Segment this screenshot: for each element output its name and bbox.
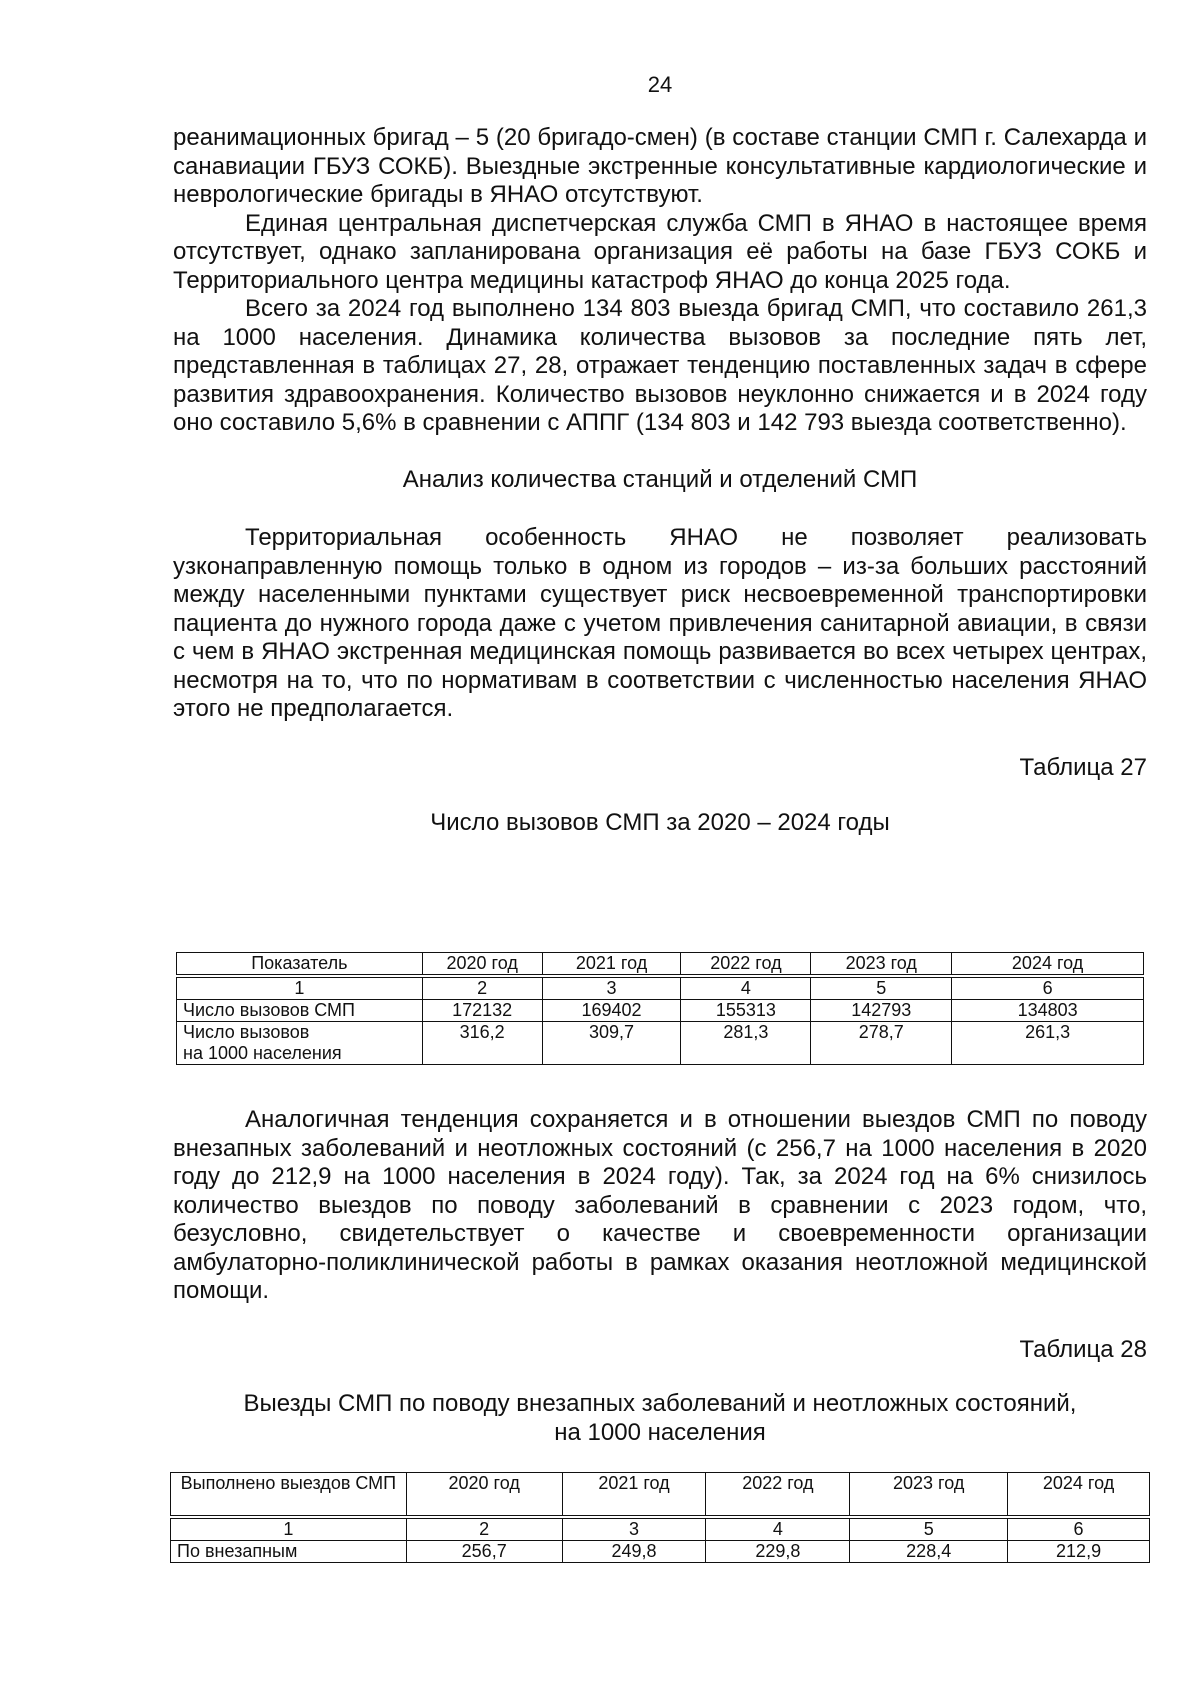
table-cell: 155313 xyxy=(681,1000,811,1022)
table-cell: 228,4 xyxy=(850,1541,1008,1563)
table-cell: 256,7 xyxy=(406,1541,562,1563)
table-cell: 212,9 xyxy=(1008,1541,1150,1563)
table-28-title-line: на 1000 населения xyxy=(554,1418,766,1446)
table-cell: 3 xyxy=(562,1517,706,1541)
table-28-label: Таблица 28 xyxy=(1019,1335,1147,1363)
table-cell: 281,3 xyxy=(681,1022,811,1065)
table-28-title xyxy=(173,1390,1147,1447)
table-cell: 278,7 xyxy=(811,1022,952,1065)
table-cell: 5 xyxy=(850,1517,1008,1541)
table-cell: 6 xyxy=(952,976,1144,1000)
table-header: 2022 год xyxy=(706,1473,850,1518)
table-cell: 172132 xyxy=(422,1000,542,1022)
document-body xyxy=(173,124,1147,838)
table-header: 2020 год xyxy=(422,953,542,977)
table-header: Показатель xyxy=(177,953,423,977)
document-body-lower xyxy=(173,1106,1147,1447)
table-row xyxy=(171,1541,1150,1563)
table-header: Выполнено выездов СМП xyxy=(171,1473,407,1518)
table-header: 2024 год xyxy=(952,953,1144,977)
table-cell: 309,7 xyxy=(542,1022,681,1065)
table-cell: 169402 xyxy=(542,1000,681,1022)
table-cell xyxy=(177,1022,423,1065)
paragraph-2: Единая центральная диспетчерская служба СМП в ЯНАО в настоящее время отсутствует, однако запланирована организация её работы на базе ГБУЗ СОКБ и Территориального центра медицины катастроф ЯНАО до конца 2025 года. xyxy=(173,209,1147,294)
paragraph-5: Аналогичная тенденция сохраняется и в отношении выездов СМП по поводу внезапных заболеваний и неотложных состояний (с 256,7 на 1000 населения в 2020 году до 212,9 на 1000 населения в 2024 году). Так, за 2024 год на 6% снизилось количество выездов по поводу заболеваний в сравнении с 2023 годом, что, безусловно, свидетельствует о качестве и своевременности организации амбулаторно-поликлинической работы в рамках оказания неотложной медицинской помощи. xyxy=(173,1106,1147,1304)
table-cell: 1 xyxy=(171,1517,407,1541)
table-cell: 4 xyxy=(681,976,811,1000)
section-title: Анализ количества станций и отделений СМП xyxy=(402,465,918,493)
page-number: 24 xyxy=(647,72,673,97)
table-cell: 3 xyxy=(542,976,681,1000)
table-cell: 316,2 xyxy=(422,1022,542,1065)
paragraph-3: Всего за 2024 год выполнено 134 803 выезда бригад СМП, что составило 261,3 на 1000 населения. Динамика количества вызовов за последние пять лет, представленная в таблицах 27, 28, отражает тенденцию поставленных задач в сфере развития здравоохранения. Количество вызовов неуклонно снижается и в 2024 году оно составило 5,6% в сравнении с АППГ (134 803 и 142 793 выезда соответственно). xyxy=(173,295,1147,436)
table-cell: По внезапным xyxy=(171,1541,407,1563)
table-27 xyxy=(176,952,1144,1065)
table-27-label: Таблица 27 xyxy=(1019,753,1147,781)
table-cell: Число вызовов СМП xyxy=(177,1000,423,1022)
row-label-line: Число вызовов xyxy=(183,1022,310,1042)
table-cell: 4 xyxy=(706,1517,850,1541)
table-cell: 6 xyxy=(1008,1517,1150,1541)
table-header: 2021 год xyxy=(562,1473,706,1518)
table-cell: 229,8 xyxy=(706,1541,850,1563)
paragraph-1: реанимационных бригад – 5 (20 бригадо-смен) (в составе станции СМП г. Салехарда и санавиации ГБУЗ СОКБ). Выездные экстренные консультативные кардиологические и неврологические бригады в ЯНАО отсутствуют. xyxy=(173,124,1147,208)
table-cell: 261,3 xyxy=(952,1022,1144,1065)
table-28-title-line: Выезды СМП по поводу внезапных заболеваний и неотложных состояний, xyxy=(243,1390,1077,1417)
table-row xyxy=(171,1473,1150,1518)
table-cell: 142793 xyxy=(811,1000,952,1022)
table-cell: 249,8 xyxy=(562,1541,706,1563)
paragraph-4: Территориальная особенность ЯНАО не позволяет реализовать узконаправленную помощь только в одном из городов – из-за больших расстояний между населенными пунктами существует риск несвоевременной транспортировки пациента до нужного города даже с учетом привлечения санитарной авиации, в связи с чем в ЯНАО экстренная медицинская помощь развивается во всех четырех центрах, несмотря на то, что по нормативам в соответствии с численностью населения ЯНАО этого не предполагается. xyxy=(173,524,1147,722)
table-row xyxy=(177,976,1144,1000)
table-row xyxy=(177,953,1144,977)
table-27-title: Число вызовов СМП за 2020 – 2024 годы xyxy=(430,809,890,836)
table-row xyxy=(171,1517,1150,1541)
table-row xyxy=(177,1022,1144,1065)
table-28 xyxy=(170,1472,1150,1563)
row-label-line: на 1000 населения xyxy=(183,1043,342,1063)
table-cell: 2 xyxy=(422,976,542,1000)
table-header: 2022 год xyxy=(681,953,811,977)
table-header: 2021 год xyxy=(542,953,681,977)
table-cell: 134803 xyxy=(952,1000,1144,1022)
table-header: 2020 год xyxy=(406,1473,562,1518)
table-cell: 5 xyxy=(811,976,952,1000)
table-header: 2024 год xyxy=(1008,1473,1150,1518)
table-header: 2023 год xyxy=(811,953,952,977)
table-cell: 2 xyxy=(406,1517,562,1541)
table-cell: 1 xyxy=(177,976,423,1000)
table-row xyxy=(177,1000,1144,1022)
table-header: 2023 год xyxy=(850,1473,1008,1518)
